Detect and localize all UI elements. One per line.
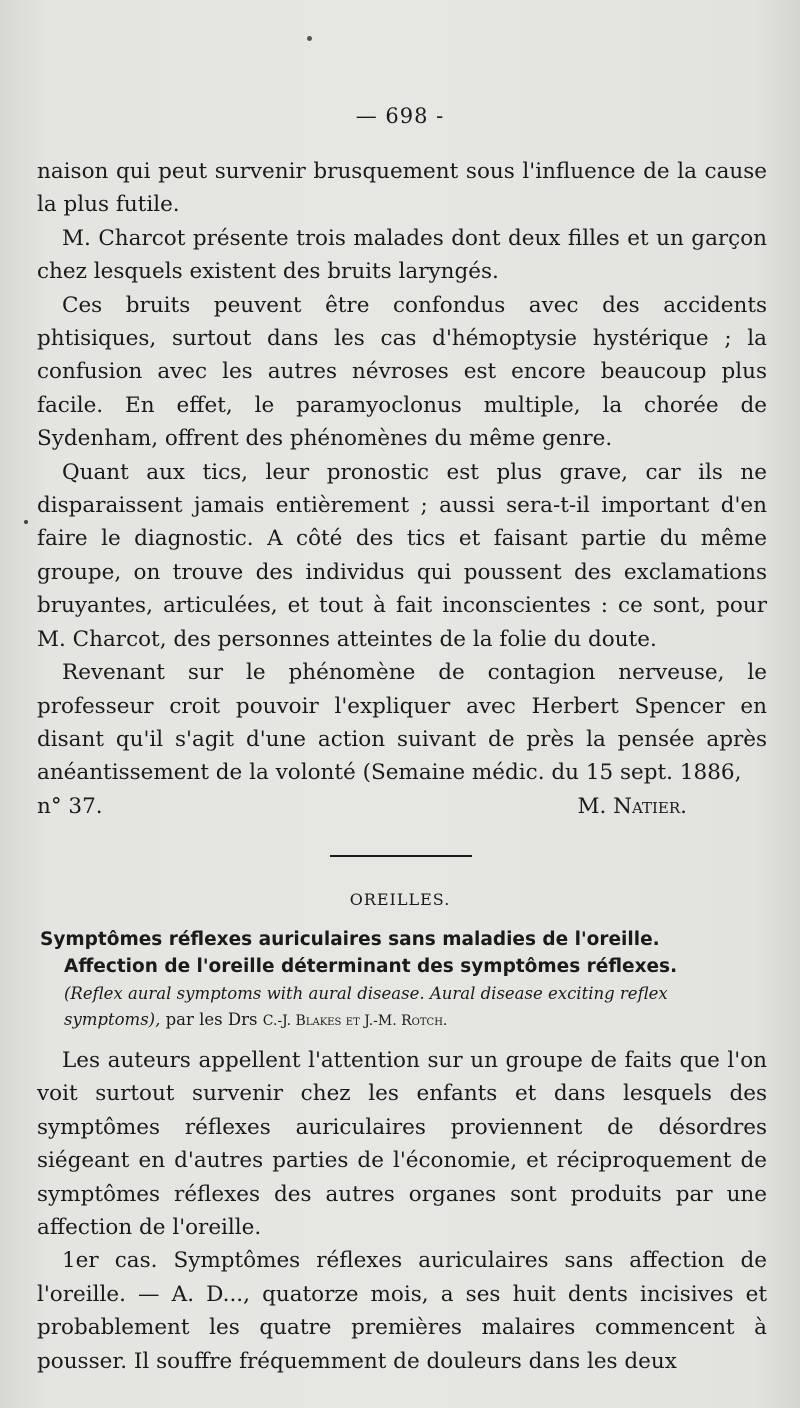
article-subheading [64,981,764,1034]
paragraph: Revenant sur le phénomène de contagion nerveuse, le professeur croit pouvoir l'expliquer avec Herbert Spencer en disant qu'il s'agit d'une action suivant de près la pensée après anéantissement de la volonté (Semaine médic. du 15 sept. 1886, [37,660,767,786]
paragraph: Quant aux tics, leur pronostic est plus grave, car ils ne disparaissent jamais entièrement ; aussi sera-t-il important d'en faire le diagnostic. A côté des tics et faisant partie du même groupe, on trouve des individus qui poussent des exclamations bruyantes, articulées, et tout à fait inconscientes : ce sont, pour M. Charcot, des personnes atteintes de la folie du doute. [37,459,767,652]
ink-speck [307,36,312,41]
paragraph: Les auteurs appellent l'attention sur un groupe de faits que l'on voit surtout survenir chez les enfants et dans lesquels des symptômes réflexes auriculaires proviennent de désordres siégeant en d'autres parties de l'économie, et réciproquement de symptômes réflexes des autres organes sont produits par une affection de l'oreille. [37,1048,767,1241]
section-divider [330,855,472,857]
article-heading-secondary: Affection de l'oreille déterminant des symptômes réflexes. [64,956,678,977]
paragraph: Ces bruits peuvent être confondus avec des accidents phtisiques, surtout dans les cas d'hémoptysie hystérique ; la confusion avec les autres névroses est encore beaucoup plus facile. En effet, le paramyoclonus multiple, la chorée de Sydenham, offrent des phénomènes du même genre. [37,292,767,452]
english-title: (Reflex aural symptoms with aural disease. Aural disease exciting reflex symptoms), [64,984,668,1029]
authors-prefix: par les Drs [165,1010,258,1029]
article-body-top [37,155,767,823]
paragraph: M. Charcot présente trois malades dont deux filles et un garçon chez lesquels existent des bruits laryngés. [37,225,767,285]
reference-number: n° 37. [37,793,103,819]
ink-speck [24,520,28,524]
authors: C.-J. Blakes et J.-M. Rotch. [262,1013,448,1029]
paragraph: naison qui peut survenir brusquement sous l'influence de la cause la plus futile. [37,159,767,218]
signature-line [37,790,687,823]
page-number: — 698 - [355,104,445,128]
section-title: OREILLES. [349,890,451,909]
signature-author: M. Natier. [577,793,687,819]
paragraph: 1er cas. Symptômes réflexes auriculaires sans affection de l'oreille. — A. D..., quatorze mois, a ses huit dents incisives et probablement les quatre premières malaires commencent à pousser. Il souffre fréquemment de douleurs dans les deux [37,1248,767,1374]
article-heading: Symptômes réflexes auriculaires sans maladies de l'oreille. [40,929,660,950]
article-body-bottom [37,1044,767,1378]
